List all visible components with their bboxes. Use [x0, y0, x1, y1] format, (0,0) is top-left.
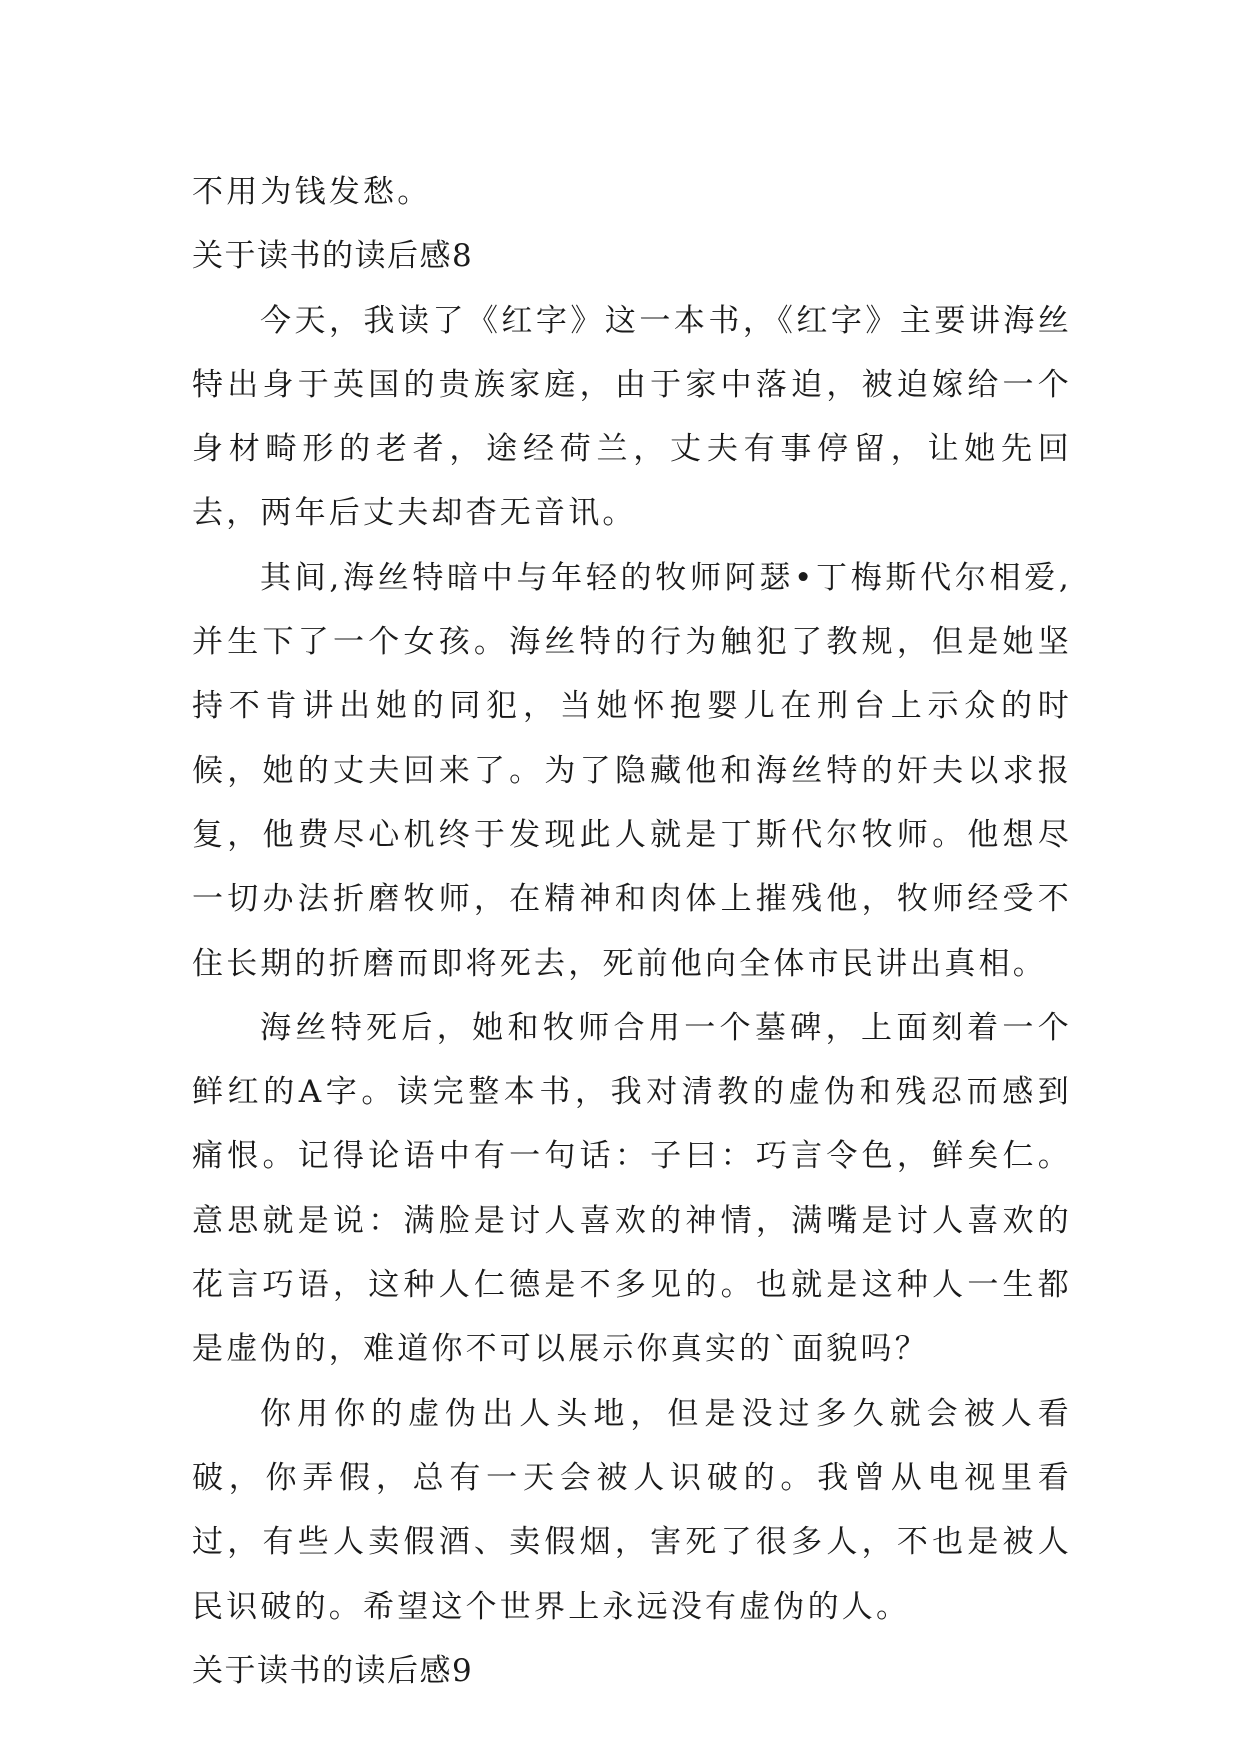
paragraph-3: 海丝特死后，她和牧师合用一个墓碑，上面刻着一个鲜红的A字。读完整本书，我对清教的虚伪和残忍而感到痛恨。记得论语中有一句话：子曰：巧言令色，鲜矣仁。意思就是说：满脸是讨人喜欢的神情，满嘴是讨人喜欢的花言巧语，这种人仁德是不多见的。也就是这种人一生都是虚伪的，难道你不可以展示你真实的`面貌吗？	[192, 1009, 1072, 1368]
lead-line: 不用为钱发愁。	[192, 174, 432, 210]
section-heading-9: 关于读书的读后感9	[192, 1652, 474, 1689]
paragraph-2: 其间,海丝特暗中与年轻的牧师阿瑟•丁梅斯代尔相爱,并生下了一个女孩。海丝特的行为触犯了教规，但是她坚持不肯讲出她的同犯，当她怀抱婴儿在刑台上示众的时候，她的丈夫回来了。为了隐藏他和海丝特的奸夫以求报复，他费尽心机终于发现此人就是丁斯代尔牧师。他想尽一切办法折磨牧师，在精神和肉体上摧残他，牧师经受不住长期的折磨而即将死去，死前他向全体市民讲出真相。	[192, 559, 1072, 982]
paragraph-4: 你用你的虚伪出人头地，但是没过多久就会被人看破，你弄假，总有一天会被人识破的。我曾从电视里看过，有些人卖假酒、卖假烟，害死了很多人，不也是被人民识破的。希望这个世界上永远没有虚伪的人。	[192, 1395, 1072, 1625]
paragraph-1: 今天，我读了《红字》这一本书，《红字》主要讲海丝特出身于英国的贵族家庭，由于家中落迫，被迫嫁给一个身材畸形的老者，途经荷兰，丈夫有事停留，让她先回去，两年后丈夫却杳无音讯。	[192, 302, 1072, 532]
section-heading-8: 关于读书的读后感8	[192, 238, 474, 275]
document-page	[192, 160, 1072, 1703]
